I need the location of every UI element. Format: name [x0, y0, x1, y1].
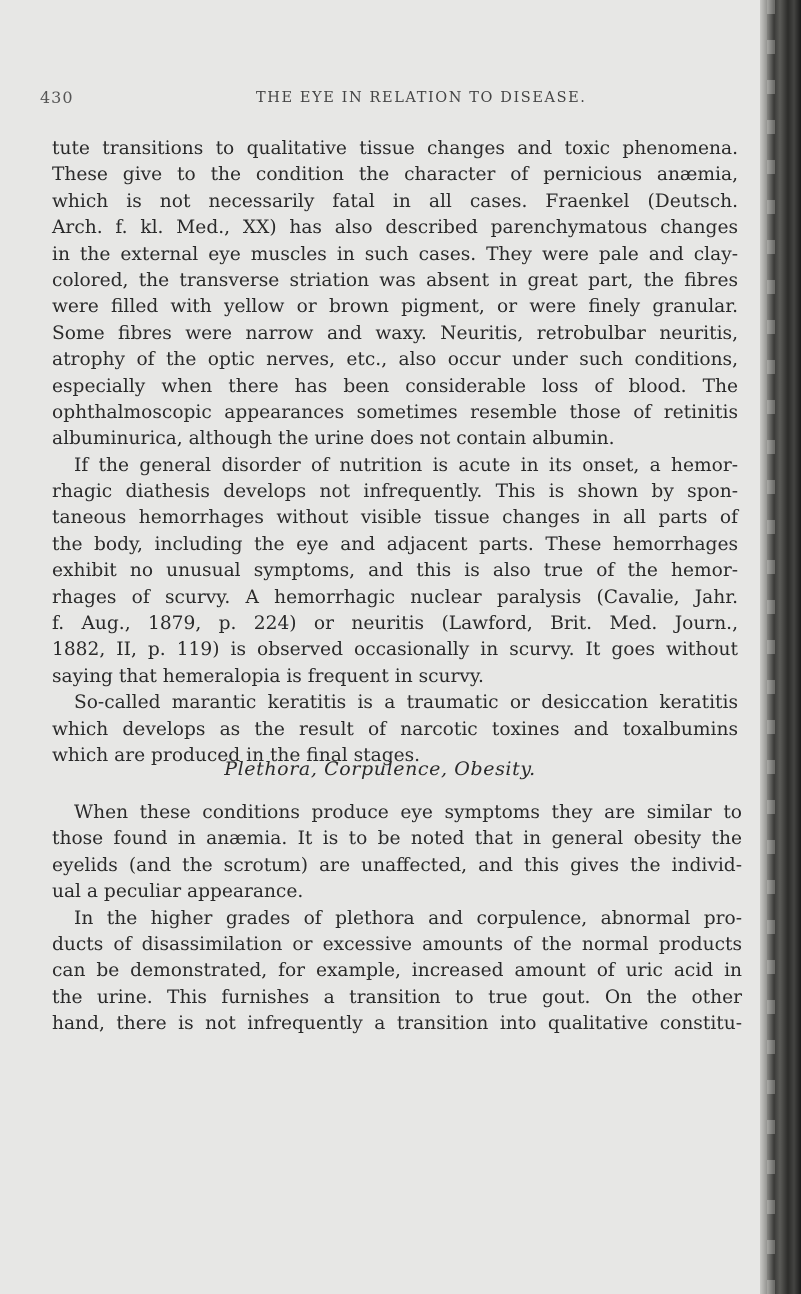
section-body-text — [52, 800, 742, 1038]
body-text — [52, 136, 738, 769]
text-line: rhages of scurvy. A hemorrhagic nuclear paralysis (Cavalie, Jahr. — [52, 586, 738, 608]
text-line: the body, including the eye and adjacent parts. These hemorrhages — [52, 533, 738, 555]
text-line: If the general disorder of nutrition is acute in its onset, a hemor- — [74, 454, 738, 476]
text-line: which is not necessarily fatal in all cases. Fraenkel (Deutsch. — [52, 190, 738, 212]
text-line: Arch. f. kl. Med., XX) has also described parenchymatous changes — [52, 217, 738, 239]
text-line: the urine. This furnishes a transition to true gout. On the other — [52, 986, 742, 1008]
text-line: eyelids (and the scrotum) are unaffected, and this gives the individ- — [52, 854, 742, 876]
text-line: saying that hemeralopia is frequent in scurvy. — [52, 665, 484, 687]
page-header — [40, 88, 740, 112]
text-line: albuminurica, although the urine does not contain albumin. — [52, 428, 615, 450]
text-line: In the higher grades of plethora and corpulence, abnormal pro- — [74, 907, 742, 929]
text-line: ual a peculiar appearance. — [52, 881, 304, 903]
text-line: in the external eye muscles in such cases. They were pale and clay- — [52, 243, 738, 265]
text-line: those found in anæmia. It is to be noted that in general obesity the — [52, 828, 742, 850]
text-line: especially when there has been considerable loss of blood. The — [52, 375, 738, 397]
text-line: which are produced in the final stages. — [52, 744, 421, 766]
text-line: These give to the condition the character of pernicious anæmia, — [52, 164, 738, 186]
text-line: were filled with yellow or brown pigment, or were finely granular. — [52, 296, 738, 318]
text-line: can be demonstrated, for example, increased amount of uric acid in — [52, 960, 742, 982]
page-number: 430 — [40, 88, 74, 107]
text-line: atrophy of the optic nerves, etc., also occur under such conditions, — [52, 349, 738, 371]
text-line: f. Aug., 1879, p. 224) or neuritis (Lawford, Brit. Med. Journ., — [52, 613, 738, 635]
text-line: 1882, II, p. 119) is observed occasionally in scurvy. It goes without — [52, 639, 738, 661]
text-line: So-called marantic keratitis is a traumatic or desiccation keratitis — [74, 692, 738, 714]
text-line: When these conditions produce eye symptoms they are similar to — [74, 802, 742, 823]
text-line: taneous hemorrhages without visible tissue changes in all parts of — [52, 507, 738, 529]
text-line: Some fibres were narrow and waxy. Neuritis, retrobulbar neuritis, — [52, 322, 738, 344]
text-line: colored, the transverse striation was absent in great part, the fibres — [52, 269, 738, 291]
book-spine-shading — [767, 0, 775, 1294]
section-heading: Plethora, Corpulence, Obesity. — [224, 758, 536, 780]
text-line: hand, there is not infrequently a transition into qualitative constitu- — [52, 1013, 742, 1035]
text-line: which develops as the result of narcotic toxines and toxalbumins — [52, 718, 738, 740]
text-line: tute transitions to qualitative tissue changes and toxic phenomena. — [52, 138, 738, 159]
running-head: THE EYE IN RELATION TO DISEASE. — [256, 90, 587, 106]
text-line: rhagic diathesis develops not infrequently. This is shown by spon- — [52, 481, 738, 503]
text-line: ducts of disassimilation or excessive amounts of the normal products — [52, 933, 742, 955]
text-line: exhibit no unusual symptoms, and this is also true of the hemor- — [52, 560, 738, 582]
text-line: ophthalmoscopic appearances sometimes resemble those of retinitis — [52, 401, 738, 423]
